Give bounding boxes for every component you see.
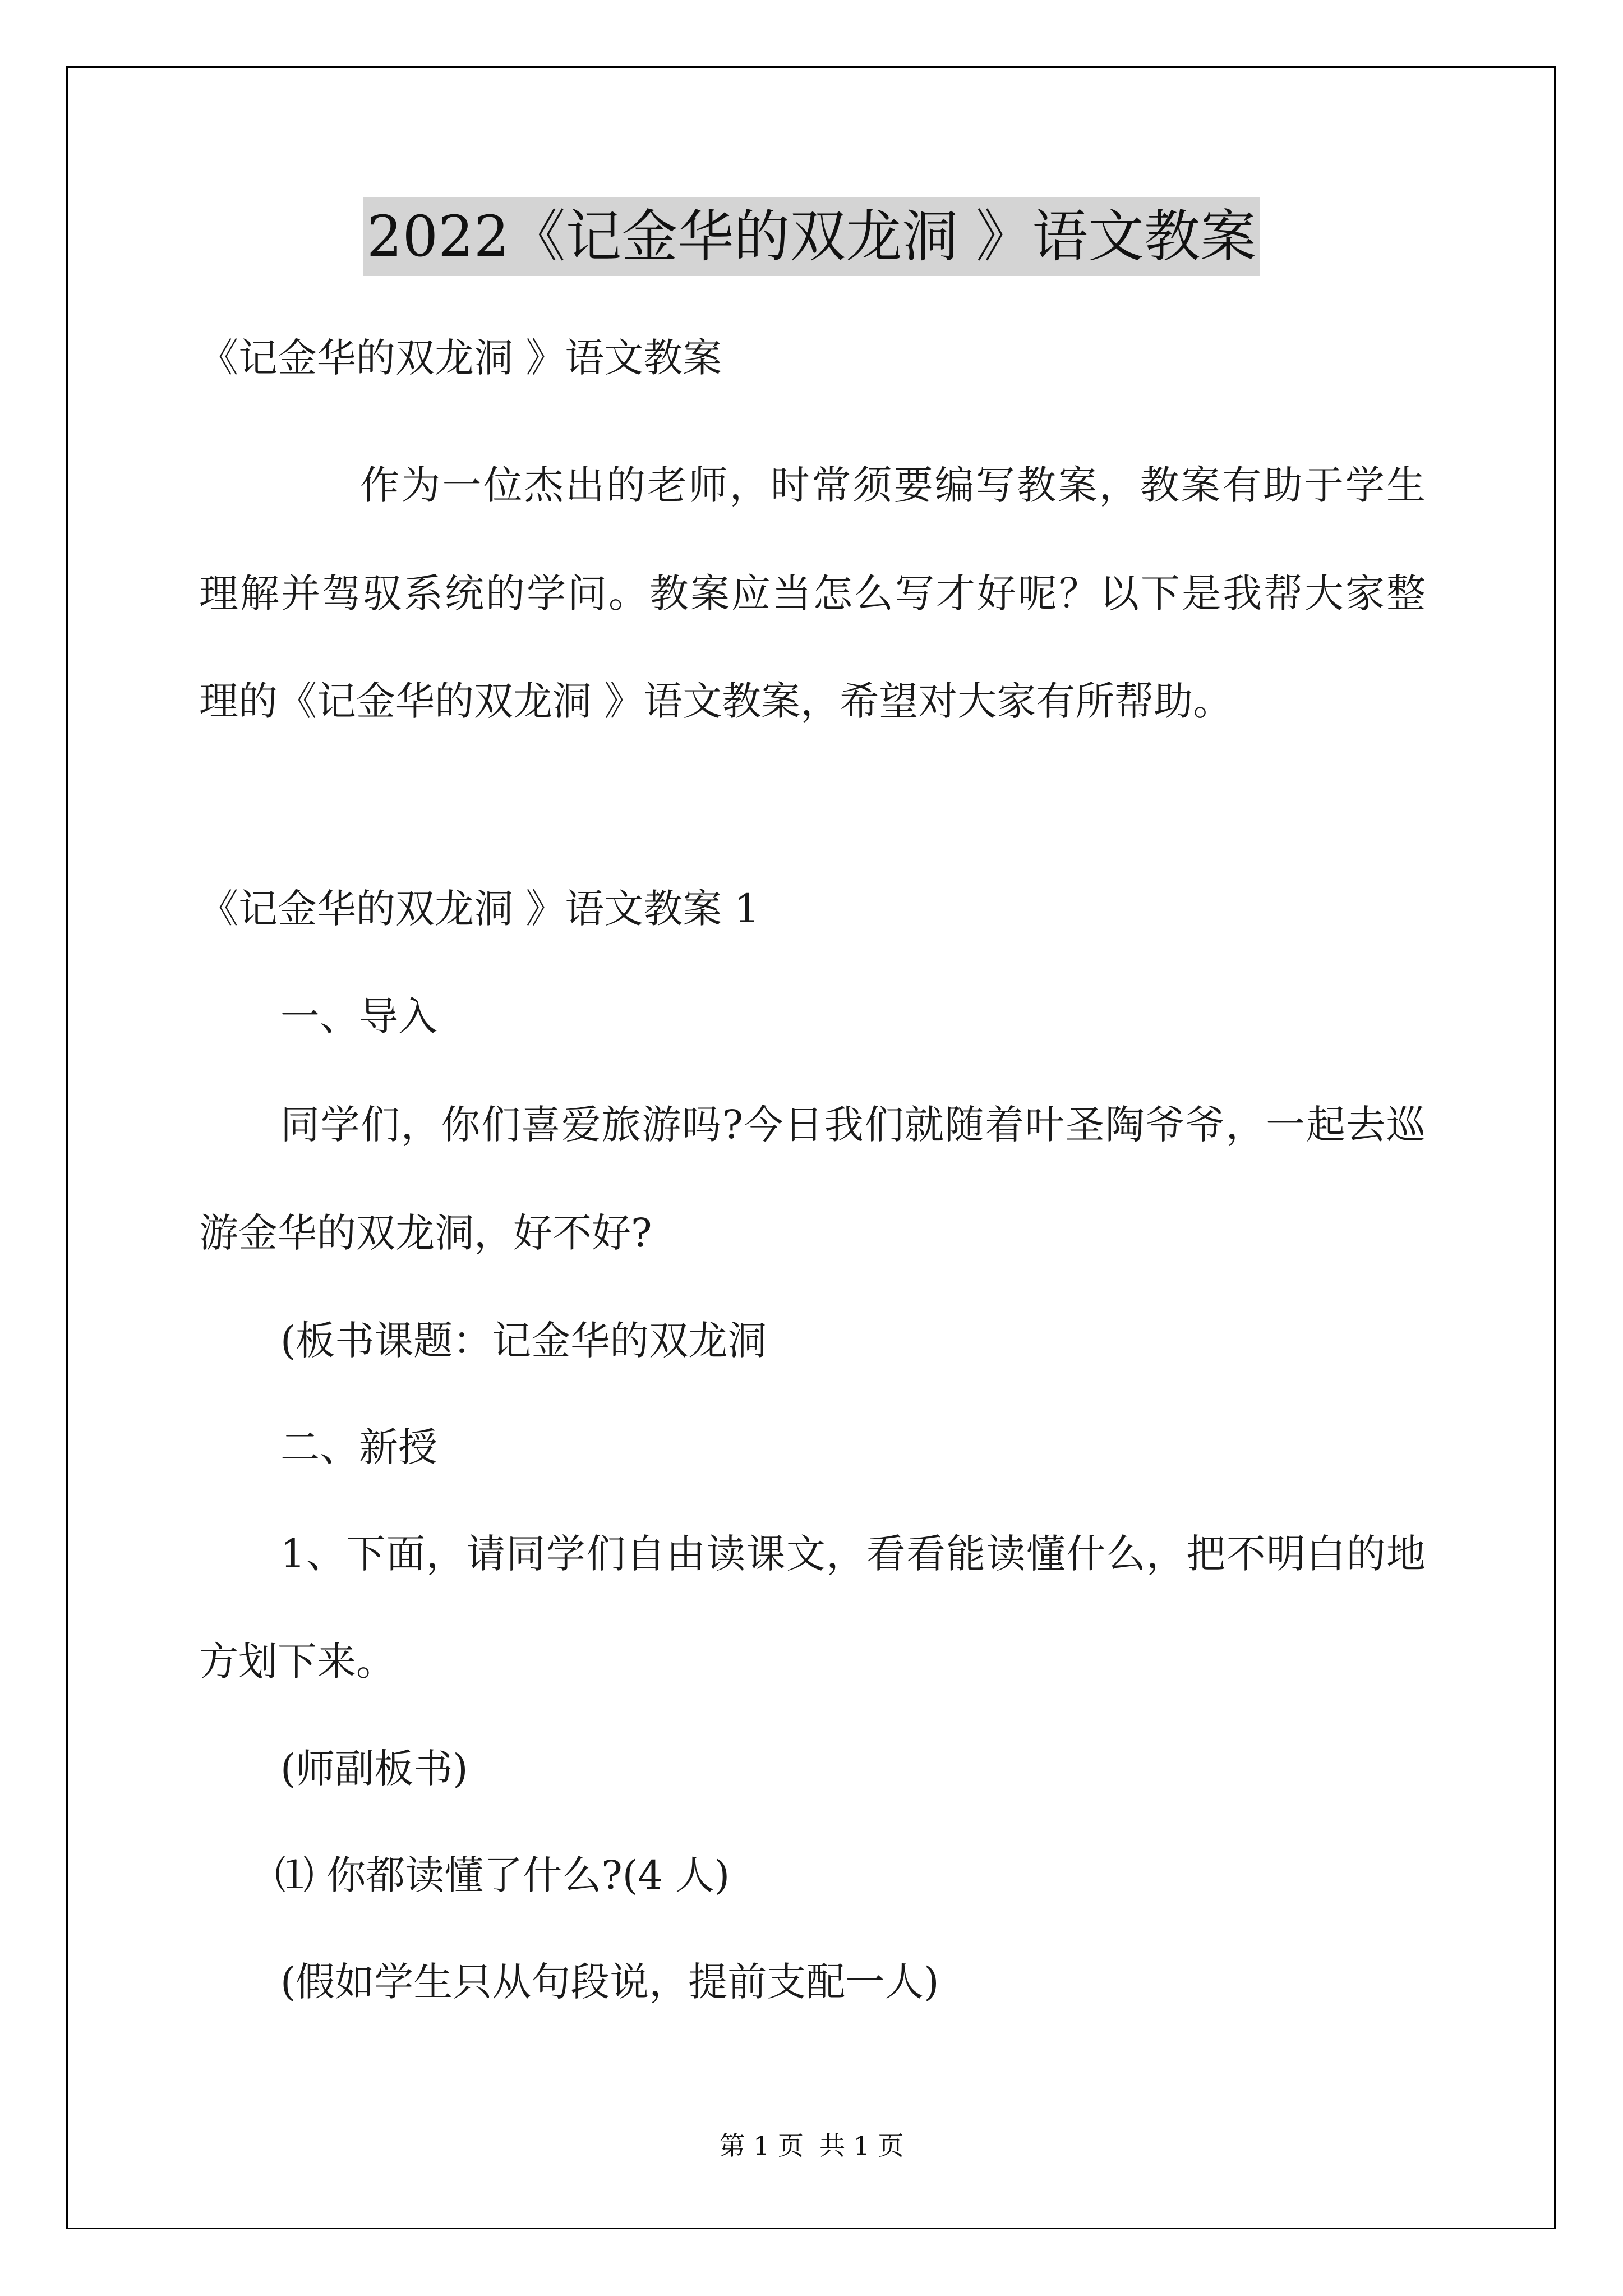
subheading: 二、新授 — [280, 1424, 437, 1470]
subtitle-line: 《记金华的双龙洞 》语文教案 — [199, 335, 722, 381]
paragraph-line: (师副板书) — [280, 1746, 468, 1792]
subheading: 一、导入 — [280, 993, 437, 1039]
paragraph-line: (板书课题：记金华的双龙洞 — [280, 1318, 767, 1364]
paragraph-line: 同学们，你们喜爱旅游吗?今日我们就随着叶圣陶爷爷，一起去巡 — [280, 1102, 1426, 1148]
paragraph-line: 方划下来。 — [199, 1639, 395, 1685]
page-footer — [0, 2129, 1623, 2162]
page-total: 共 1 页 — [819, 2131, 904, 2161]
paragraph-line: 作为一位杰出的老师，时常须要编写教案，教案有助于学生 — [360, 462, 1426, 508]
paragraph-line: 理解并驾驭系统的学问。教案应当怎么写才好呢？以下是我帮大家整 — [199, 570, 1426, 616]
document-title: 2022《记金华的双龙洞 》语文教案 — [363, 197, 1260, 276]
paragraph-line: 理的《记金华的双龙洞 》语文教案，希望对大家有所帮助。 — [199, 678, 1233, 724]
page-number: 第 1 页 — [719, 2131, 804, 2161]
paragraph-line: 1、下面，请同学们自由读课文，看看能读懂什么，把不明白的地 — [280, 1531, 1426, 1577]
paragraph-line: 游金华的双龙洞，好不好? — [199, 1210, 652, 1256]
paragraph-line: (假如学生只从句段说，提前支配一人) — [280, 1959, 939, 2005]
section-heading: 《记金华的双龙洞 》语文教案 1 — [199, 886, 760, 932]
paragraph-line: ⑴ 你都读懂了什么?(4 人) — [275, 1852, 730, 1898]
title-container — [0, 197, 1623, 276]
